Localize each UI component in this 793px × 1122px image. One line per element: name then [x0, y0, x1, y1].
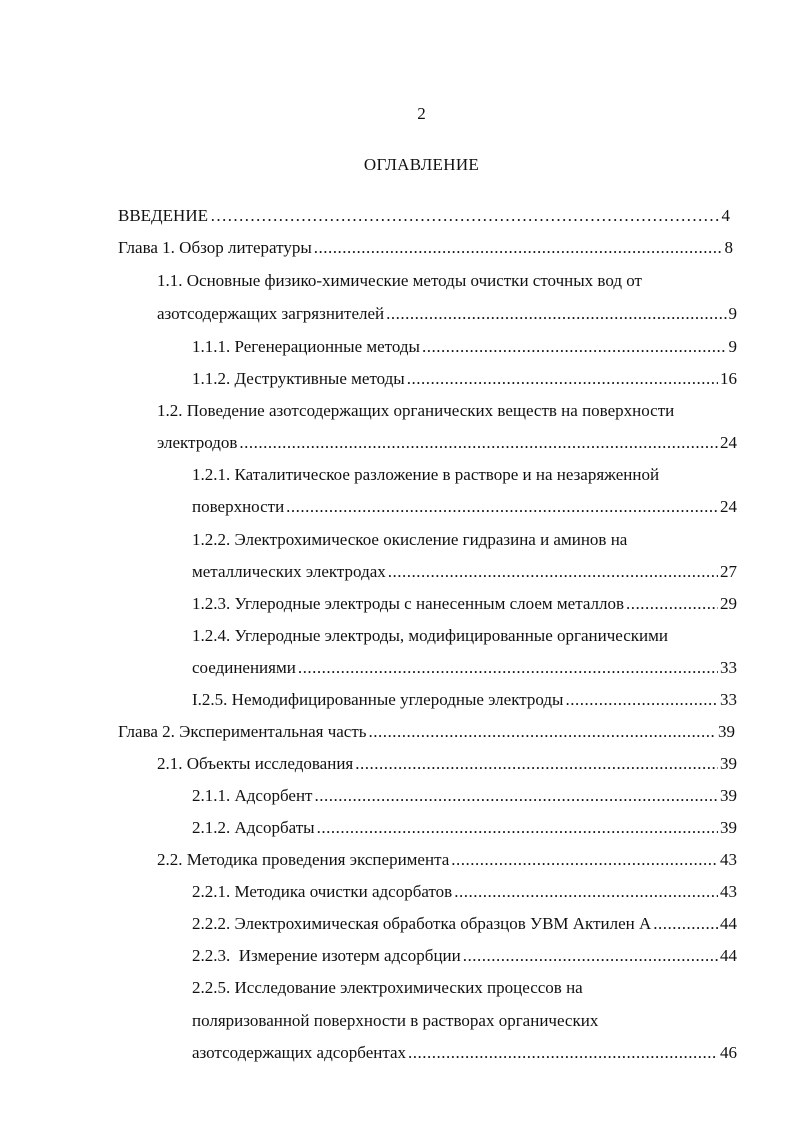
toc-entry-text: 1.2.1. Каталитическое разложение в растворе и на незаряженной — [192, 465, 660, 484]
toc-entry-text: 2.1.2. Адсорбаты — [192, 818, 315, 837]
dot-leader — [286, 496, 718, 518]
toc-entry-page: 44 — [720, 946, 737, 965]
toc-entry-text: 1.2.3. Углеродные электроды с нанесенным слоем металлов — [192, 594, 625, 613]
dot-leader — [314, 785, 718, 807]
toc-entry-2-2-5-cont-2[interactable] — [192, 1042, 737, 1064]
dot-leader — [317, 817, 718, 839]
toc-entry-text: азотсодержащих адсорбентах — [192, 1043, 407, 1062]
toc-entry-2-2-5[interactable] — [192, 977, 737, 999]
toc-entry-page: 29 — [720, 594, 737, 613]
toc-entry-1-1-cont[interactable] — [157, 303, 737, 325]
toc-entry-1-1[interactable] — [157, 270, 737, 292]
dot-leader — [239, 432, 718, 454]
toc-entry-page: 27 — [720, 562, 737, 581]
toc-entry-text: электродов — [157, 433, 238, 452]
toc-entry-text: 1.1. Основные физико-химические методы очистки сточных вод от — [157, 271, 642, 290]
toc-entry-1-2[interactable] — [157, 400, 737, 422]
dot-leader — [314, 237, 723, 259]
toc-entry-text: 2.2.2. Электрохимическая обработка образцов УВМ Актилен А — [192, 914, 652, 933]
toc-entry-text: 1.1.1. Регенерационные методы — [192, 337, 420, 356]
toc-entry-text: металлических электродах — [192, 562, 386, 581]
toc-entry-text: 2.2.3. Измерение изотерм адсорбции — [192, 946, 461, 965]
toc-entry-page: 33 — [720, 690, 737, 709]
toc-entry-page: 4 — [721, 206, 730, 225]
toc-entry-text: поляризованной поверхности в растворах органических — [192, 1011, 599, 1030]
toc-entry-text: 2.2. Методика проведения эксперимента — [157, 850, 450, 869]
toc-entry-2-1[interactable] — [157, 753, 737, 775]
toc-entry-page: 9 — [728, 304, 737, 323]
toc-entry-text: 2.2.1. Методика очистки адсорбатов — [192, 882, 453, 901]
toc-entry-page: 39 — [720, 786, 737, 805]
toc-entry-page: 9 — [728, 337, 737, 356]
dot-leader — [408, 1042, 718, 1064]
dot-leader — [454, 881, 718, 903]
toc-entry-chapter-2[interactable] — [118, 721, 735, 743]
dot-leader — [298, 657, 718, 679]
toc-entry-introduction[interactable] — [118, 205, 730, 227]
dot-leader — [422, 336, 727, 358]
toc-entry-text: ВВЕДЕНИЕ — [118, 206, 208, 225]
toc-entry-1-2-4-cont[interactable] — [192, 657, 737, 679]
toc-entry-2-2-1[interactable] — [192, 881, 737, 903]
dot-leader — [626, 593, 718, 615]
page-number: 2 — [417, 104, 426, 123]
dot-leader — [463, 945, 718, 967]
toc-entry-text: I.2.5. Немодифицированные углеродные электроды — [192, 690, 564, 709]
toc-entry-text: 1.2.2. Электрохимическое окисление гидразина и аминов на — [192, 530, 628, 549]
toc-entry-text: 1.2.4. Углеродные электроды, модифицированные органическими — [192, 626, 668, 645]
toc-entry-page: 39 — [720, 818, 737, 837]
toc-entry-1-2-4[interactable] — [192, 625, 737, 647]
toc-entry-text: поверхности — [192, 497, 285, 516]
toc-entry-page: 43 — [720, 850, 737, 869]
toc-entry-chapter-1[interactable] — [118, 237, 733, 259]
toc-entry-page: 16 — [720, 369, 737, 388]
toc-entry-page: 24 — [720, 497, 737, 516]
toc-entry-2-1-2[interactable] — [192, 817, 737, 839]
dot-leader — [369, 721, 716, 743]
toc-entry-page: 33 — [720, 658, 737, 677]
dot-leader — [653, 913, 718, 935]
toc-entry-page: 43 — [720, 882, 737, 901]
dot-leader — [386, 303, 726, 325]
dot-leader — [407, 368, 718, 390]
toc-entry-text: 2.1. Объекты исследования — [157, 754, 354, 773]
toc-entry-text: 2.1.1. Адсорбент — [192, 786, 313, 805]
toc-entry-page: 44 — [720, 914, 737, 933]
toc-entry-1-2-cont[interactable] — [157, 432, 737, 454]
toc-entry-2-2[interactable] — [157, 849, 737, 871]
toc-entry-page: 8 — [724, 238, 733, 257]
toc-entry-page: 46 — [720, 1043, 737, 1062]
dot-leader — [210, 205, 720, 227]
toc-entry-1-2-2-cont[interactable] — [192, 561, 737, 583]
dot-leader — [355, 753, 718, 775]
dot-leader — [388, 561, 718, 583]
dot-leader — [565, 689, 718, 711]
toc-entry-text: 1.1.2. Деструктивные методы — [192, 369, 405, 388]
toc-title: ОГЛАВЛЕНИЕ — [363, 155, 480, 174]
toc-entry-1-1-2[interactable] — [192, 368, 737, 390]
toc-entry-2-1-1[interactable] — [192, 785, 737, 807]
toc-entry-1-2-2[interactable] — [192, 529, 737, 551]
dot-leader — [451, 849, 718, 871]
toc-entry-2-2-2[interactable] — [192, 913, 737, 935]
toc-entry-1-2-1[interactable] — [192, 464, 737, 486]
toc-entry-text: соединениями — [192, 658, 296, 677]
toc-entry-2-2-3[interactable] — [192, 945, 737, 967]
toc-entry-page: 24 — [720, 433, 737, 452]
toc-entry-2-2-5-cont-1[interactable] — [192, 1010, 737, 1032]
toc-entry-1-1-1[interactable] — [192, 336, 737, 358]
toc-entry-text: 1.2. Поведение азотсодержащих органических веществ на поверхности — [157, 401, 675, 420]
toc-entry-1-2-1-cont[interactable] — [192, 496, 737, 518]
toc-entry-text: Глава 2. Экспериментальная часть — [118, 722, 367, 741]
toc-entry-text: азотсодержащих загрязнителей — [157, 304, 385, 323]
toc-entry-page: 39 — [720, 754, 737, 773]
toc-entry-text: 2.2.5. Исследование электрохимических процессов на — [192, 978, 583, 997]
toc-entry-1-2-3[interactable] — [192, 593, 737, 615]
toc-entry-1-2-5[interactable] — [192, 689, 737, 711]
toc-entry-page: 39 — [718, 722, 735, 741]
toc-entry-text: Глава 1. Обзор литературы — [118, 238, 312, 257]
